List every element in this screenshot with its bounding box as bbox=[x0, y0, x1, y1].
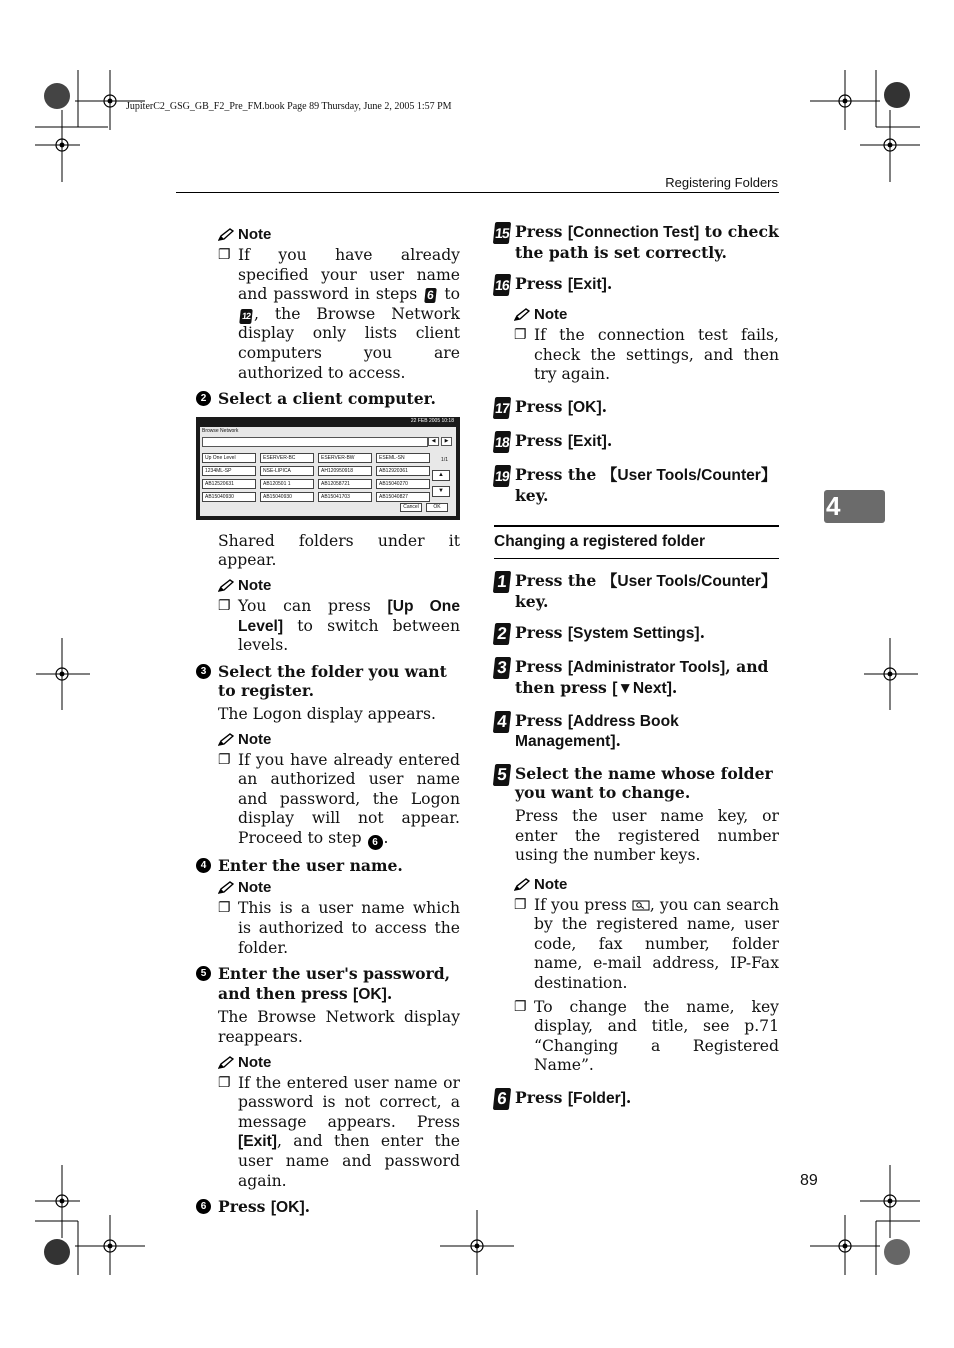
print-header: JupiterC2_GSG_GB_F2_Pre_FM.book Page 89 Thursday, June 2, 2005 1:57 PM bbox=[126, 101, 452, 112]
step-15: 15 Press [Connection Test] to check the path is set correctly. bbox=[494, 222, 779, 262]
step-3: 3 Select the folder you want to register. bbox=[196, 662, 460, 701]
page-number: 89 bbox=[800, 1172, 818, 1189]
folder-cell: AB15040827 bbox=[376, 492, 430, 502]
folder-cell: 1234ML-SP bbox=[202, 466, 256, 476]
pencil-icon bbox=[218, 733, 234, 746]
note-item: ❐ This is a user name which is authorized to access the folder. bbox=[218, 899, 460, 957]
path-field bbox=[202, 437, 428, 447]
pencil-icon bbox=[218, 579, 234, 592]
note-heading: Note bbox=[218, 1054, 460, 1071]
folder-cell: ESERVER-BC bbox=[260, 453, 314, 463]
note-heading: Note bbox=[514, 876, 779, 893]
step-ref: 12 bbox=[239, 309, 253, 324]
scroll-up-icon: ▲ bbox=[432, 470, 450, 481]
folder-cell: AB12920361 bbox=[376, 466, 430, 476]
change-step-6: 6 Press [Folder]. bbox=[494, 1088, 779, 1110]
note-item: ❐ If the entered user name or password is not correct, a message appears. Press [Exit], and then enter the user name and password again. bbox=[218, 1073, 460, 1190]
note-heading: Note bbox=[218, 731, 460, 748]
note-heading: Note bbox=[218, 577, 460, 594]
folder-cell: AB15040930 bbox=[202, 492, 256, 502]
step-5: 5 Enter the user's password, and then press [OK]. bbox=[196, 964, 460, 1004]
pencil-icon bbox=[218, 228, 234, 241]
pencil-icon bbox=[218, 881, 234, 894]
body-text: The Browse Network display reappears. bbox=[218, 1008, 460, 1047]
folder-cell: AB15040930 bbox=[260, 492, 314, 502]
folder-cell: AB120501 1 bbox=[260, 479, 314, 489]
pencil-icon bbox=[514, 308, 530, 321]
change-step-2: 2 Press [System Settings]. bbox=[494, 623, 779, 645]
note-item: ❐ If you press , you can search by the registered name, user code, fax number, folder name, e-mail address, IP-Fax destination. bbox=[514, 895, 779, 993]
header-rule bbox=[176, 192, 779, 193]
folder-cell: AB15040270 bbox=[376, 479, 430, 489]
change-step-5: 5 Select the name whose folder you want to change. bbox=[494, 764, 779, 803]
pencil-icon bbox=[514, 878, 530, 891]
change-step-4: 4 Press [Address Book Management]. bbox=[494, 711, 779, 752]
folder-cell: ESEML-SN bbox=[376, 453, 430, 463]
body-text: Press the user name key, or enter the registered number using the number keys. bbox=[515, 806, 779, 865]
note-item: ❐ If the connection test fails, check the settings, and then try again. bbox=[514, 326, 779, 384]
folder-cell: AB12520631 bbox=[202, 479, 256, 489]
step-4: 4 Enter the user name. bbox=[196, 856, 460, 876]
note-heading: Note bbox=[218, 879, 460, 896]
folder-cell: AH120950918 bbox=[318, 466, 372, 476]
note-heading: Note bbox=[218, 226, 460, 243]
note-item: ❐ You can press [Up One Level] to switch between levels. bbox=[218, 596, 460, 655]
folder-cell: NSE-LIPICA bbox=[260, 466, 314, 476]
pencil-icon bbox=[218, 1056, 234, 1069]
search-key-icon bbox=[632, 900, 650, 911]
scroll-down-icon: ▼ bbox=[432, 486, 450, 497]
step-19: 19 Press the 【User Tools/Counter】 key. bbox=[494, 464, 777, 505]
next-arrow-icon: ▶ bbox=[441, 437, 452, 446]
chapter-tab: 4 bbox=[824, 490, 885, 523]
browse-network-screenshot: 22 FEB 2005 10:18 Browse Network ◀ ▶ Up One Level ESERVER-BC ESERVER-BW ESEML-SN 1234ML-SP NSE-LIPICA AH120950918 AB12920361 AB12520631 AB120501 1 AB12058721 AB15040270 AB15040930 AB15040930 AB15041703 AB15040827 1/1 ▲ ▼ Cancel OK bbox=[196, 417, 460, 520]
running-head: Registering Folders bbox=[665, 175, 778, 190]
folder-cell: ESERVER-BW bbox=[318, 453, 372, 463]
prev-arrow-icon: ◀ bbox=[428, 437, 439, 446]
step-2: 2 Select a client computer. bbox=[196, 389, 460, 409]
right-column bbox=[494, 222, 779, 1114]
note-item: ❐ If you have already specified your user name and password in steps 6 to 12 , the Browse Network display only lists client computers you are authorized to access. bbox=[218, 246, 460, 382]
note-item: ❐ To change the name, key display, and title, see p.71 “Changing a Registered Name”. bbox=[514, 997, 779, 1075]
folder-grid bbox=[202, 453, 430, 502]
folder-cell: AB12058721 bbox=[318, 479, 372, 489]
left-column bbox=[196, 222, 460, 1222]
step-16: 16 Press [Exit]. bbox=[494, 274, 779, 296]
note-item: ❐ If you have already entered an authorized user name and password, the Logon display will not appear. Proceed to step 6 . bbox=[218, 750, 460, 848]
step-18: 18 Press [Exit]. bbox=[494, 431, 779, 453]
step-6: 6 Press [OK]. bbox=[196, 1197, 460, 1218]
body-text: The Logon display appears. bbox=[218, 704, 436, 723]
step-ref: 6 bbox=[425, 288, 438, 303]
section-title: Changing a registered folder bbox=[494, 525, 779, 559]
change-step-3: 3 Press [Administrator Tools], and then press [▼Next]. bbox=[494, 657, 779, 698]
change-step-1: 1 Press the 【User Tools/Counter】 key. bbox=[494, 571, 779, 611]
folder-cell: AB15041703 bbox=[318, 492, 372, 502]
up-one-level-button: Up One Level bbox=[202, 453, 256, 463]
step-17: 17 Press [OK]. bbox=[494, 397, 779, 419]
body-text: Shared folders under it appear. bbox=[218, 531, 460, 570]
note-heading: Note bbox=[514, 306, 779, 323]
